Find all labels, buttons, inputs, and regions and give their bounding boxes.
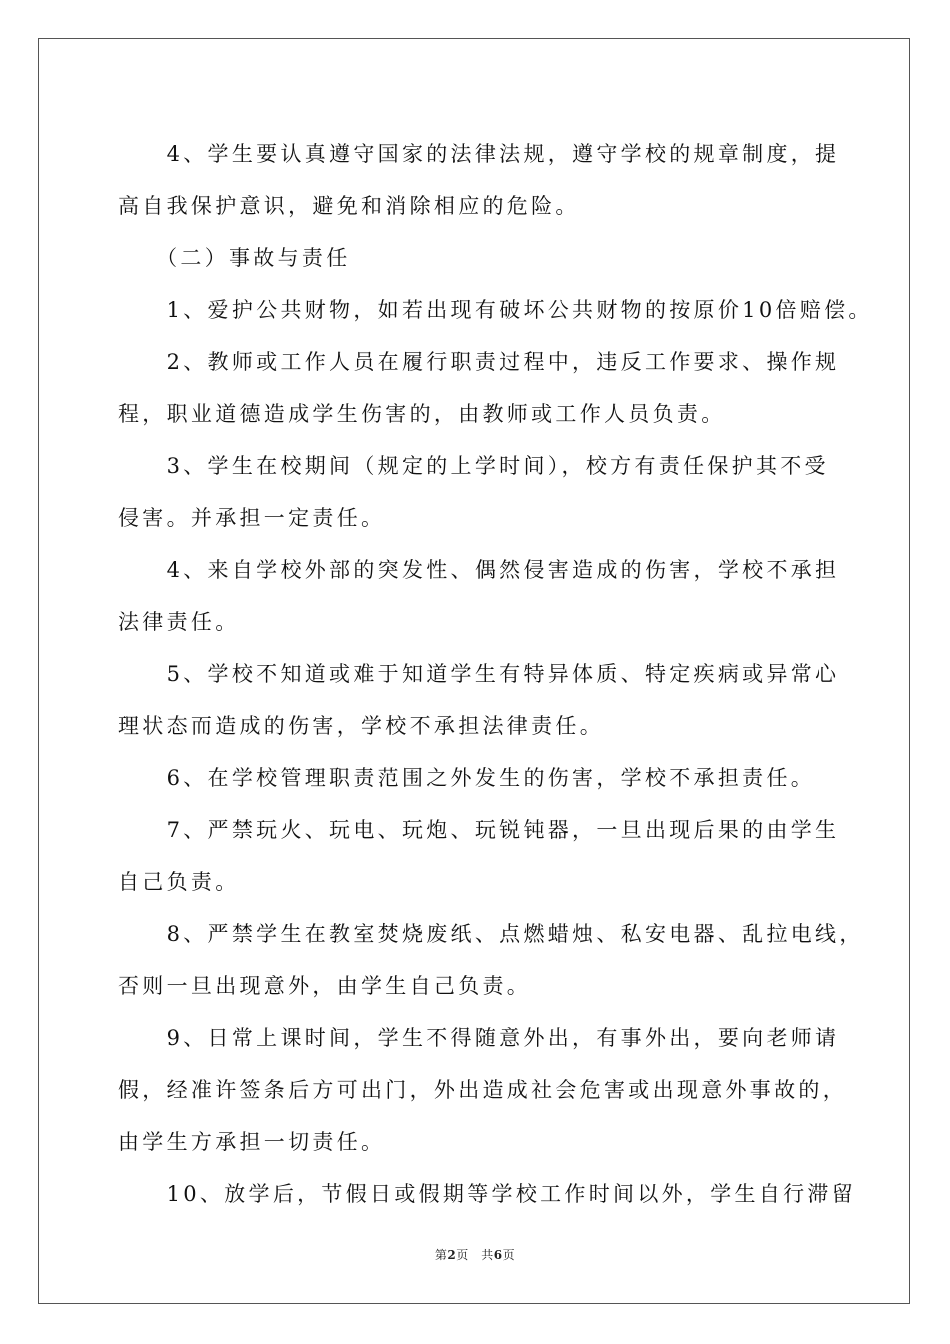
text-line: 程，职业道德造成学生伤害的，由教师或工作人员负责。 bbox=[118, 402, 726, 426]
text-line: 自己负责。 bbox=[118, 870, 240, 894]
text-line: 由学生方承担一切责任。 bbox=[118, 1130, 386, 1154]
text-line: 假，经准许签条后方可出门，外出造成社会危害或出现意外事故的， bbox=[118, 1078, 847, 1102]
text-line: 4、学生要认真遵守国家的法律法规，遵守学校的规章制度，提 bbox=[118, 142, 840, 166]
document-body bbox=[118, 128, 873, 1220]
text-line: 7、严禁玩火、玩电、玩炮、玩锐钝器，一旦出现后果的由学生 bbox=[118, 818, 840, 842]
current-page-number: 2 bbox=[447, 1248, 457, 1262]
page-footer bbox=[0, 1246, 950, 1263]
text-line: 侵害。并承担一定责任。 bbox=[118, 506, 386, 530]
text-line: 法律责任。 bbox=[118, 610, 240, 634]
text-line: 2、教师或工作人员在履行职责过程中，违反工作要求、操作规 bbox=[118, 350, 840, 374]
total-page-count: 6 bbox=[493, 1248, 503, 1262]
section-heading: （二）事故与责任 bbox=[118, 246, 351, 270]
text-line: 高自我保护意识，避免和消除相应的危险。 bbox=[118, 194, 580, 218]
page-suffix: 页 bbox=[502, 1248, 516, 1262]
text-line: 8、严禁学生在教室焚烧废纸、点燃蜡烛、私安电器、乱拉电线， bbox=[118, 922, 864, 946]
text-line: 1、爱护公共财物，如若出现有破坏公共财物的按原价10倍赔偿。 bbox=[118, 298, 873, 322]
text-line: 9、日常上课时间，学生不得随意外出，有事外出，要向老师请 bbox=[118, 1026, 840, 1050]
text-line: 3、学生在校期间（规定的上学时间），校方有责任保护其不受 bbox=[118, 454, 829, 478]
text-line: 6、在学校管理职责范围之外发生的伤害，学校不承担责任。 bbox=[118, 766, 816, 790]
page-separator: 页 共 bbox=[456, 1248, 494, 1262]
text-line: 否则一旦出现意外，由学生自己负责。 bbox=[118, 974, 532, 998]
text-line: 10、放学后，节假日或假期等学校工作时间以外，学生自行滞留 bbox=[118, 1182, 857, 1206]
text-line: 理状态而造成的伤害，学校不承担法律责任。 bbox=[118, 714, 604, 738]
text-line: 4、来自学校外部的突发性、偶然侵害造成的伤害，学校不承担 bbox=[118, 558, 840, 582]
page-prefix: 第 bbox=[434, 1248, 448, 1262]
text-line: 5、学校不知道或难于知道学生有特异体质、特定疾病或异常心 bbox=[118, 662, 840, 686]
